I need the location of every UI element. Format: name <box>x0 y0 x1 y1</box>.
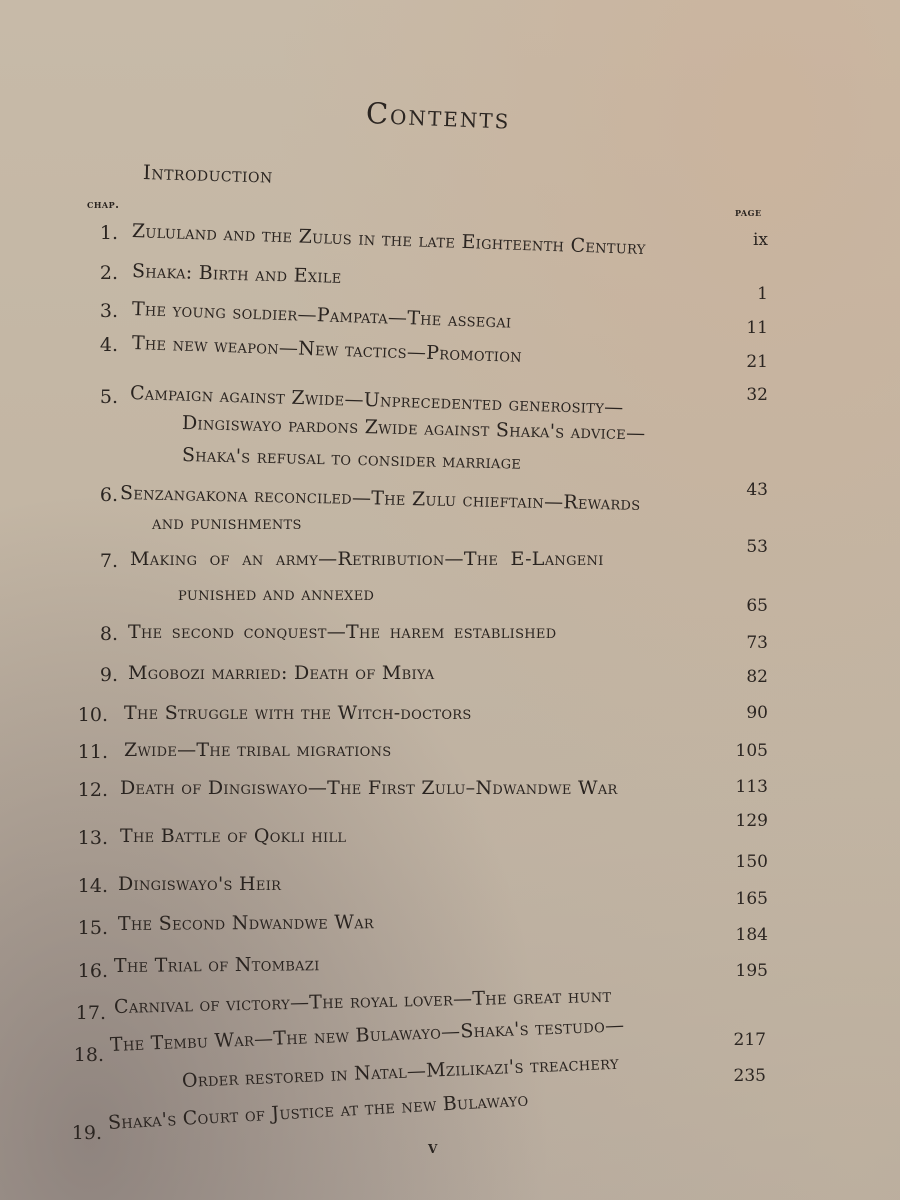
chapter-title: The Struggle with the Witch-doctors <box>124 702 472 724</box>
chapter-number: 15. <box>77 917 108 939</box>
chapter-number: 17. <box>75 1002 106 1024</box>
chapter-number: 4. <box>99 334 118 356</box>
page-number: 235 <box>733 1066 766 1086</box>
page-number: 113 <box>735 777 768 797</box>
chapter-number: 2. <box>99 262 118 284</box>
chapter-number: 9. <box>99 664 118 686</box>
chapter-title: The Battle of Qokli hill <box>120 825 347 847</box>
page-number: 90 <box>746 703 768 723</box>
chapter-title: Zwide—The tribal migrations <box>124 739 392 761</box>
page-number: 53 <box>746 537 768 557</box>
chapter-title: The second conquest—The harem established <box>128 621 557 643</box>
chapter-title: The Trial of Ntombazi <box>113 953 320 977</box>
chapter-title-line: Order restored in Natal—Mzilikazi's treachery <box>181 1051 620 1092</box>
chapter-number: 13. <box>77 827 108 849</box>
chapter-title: Shaka's Court of Justice at the new Bulawayo <box>107 1088 529 1134</box>
chapter-title-line: Making of an army—Retribution—The E-Langeni <box>130 548 604 570</box>
introduction-heading: Introduction <box>142 160 274 188</box>
chapter-number: 7. <box>99 550 118 572</box>
page-number: 32 <box>746 385 768 405</box>
page-title: Contents <box>365 96 512 136</box>
chapter-title-line: punished and annexed <box>178 583 375 605</box>
page-number: 150 <box>735 852 768 872</box>
chapter-number: 6. <box>99 484 118 506</box>
chapter-number: 19. <box>71 1122 102 1144</box>
page-number: 73 <box>746 633 768 653</box>
chapter-title-line: The Tembu War—The new Bulawayo—Shaka's testudo— <box>109 1014 625 1056</box>
chapter-number: 18. <box>73 1044 104 1066</box>
chapter-number: 8. <box>99 623 118 645</box>
chapter-title: Carnival of victory—The royal lover—The great hunt <box>113 984 612 1018</box>
page-number: 105 <box>735 741 768 761</box>
page-number: 11 <box>746 318 768 338</box>
chapter-number: 1. <box>99 222 118 244</box>
page-number: 82 <box>746 667 768 687</box>
chapter-number: 12. <box>77 779 108 801</box>
chapter-title-line: Shaka's refusal to consider marriage <box>181 444 522 474</box>
chapter-column-label: chap. <box>87 198 120 211</box>
page-number: 43 <box>746 480 768 500</box>
page-column-label: page <box>735 206 762 219</box>
chapter-number: 16. <box>77 960 108 982</box>
page-number: ix <box>752 230 768 250</box>
chapter-title-line: Senzangakona reconciled—The Zulu chieftain—Rewards <box>119 482 641 515</box>
chapter-number: 10. <box>77 704 108 726</box>
chapter-title: Shaka: Birth and Exile <box>131 260 342 288</box>
page-number: 217 <box>733 1030 766 1050</box>
chapter-title: Dingiswayo's Heir <box>118 873 282 895</box>
chapter-number: 11. <box>77 741 108 763</box>
page-number: 195 <box>735 961 768 981</box>
chapter-title-line: and punishments <box>152 512 302 534</box>
chapter-number: 3. <box>99 300 118 322</box>
page-number: 1 <box>757 284 768 304</box>
chapter-title: Mgobozi married: Death of Mbiya <box>128 662 435 684</box>
page-number: 65 <box>746 596 768 616</box>
chapter-title-line: Dingiswayo pardons Zwide against Shaka's advice— <box>181 412 646 445</box>
chapter-number: 14. <box>77 875 108 897</box>
chapter-number: 5. <box>99 386 118 408</box>
chapter-title: Zululand and the Zulus in the late Eighteenth Century <box>131 220 647 260</box>
folio-page-number: v <box>428 1138 438 1158</box>
chapter-title: The new weapon—New tactics—Promotion <box>131 332 523 367</box>
chapter-title: Death of Dingiswayo—The First Zulu–Ndwandwe War <box>120 777 618 799</box>
page-number: 184 <box>735 925 768 945</box>
chapter-title: The young soldier—Pampata—The assegai <box>131 298 512 333</box>
chapter-title: The Second Ndwandwe War <box>117 911 375 935</box>
page-number: 129 <box>735 811 768 831</box>
page-number: 21 <box>746 352 768 372</box>
page-number: 165 <box>735 889 768 909</box>
chapter-title-line: Campaign against Zwide—Unprecedented generosity— <box>129 382 624 419</box>
